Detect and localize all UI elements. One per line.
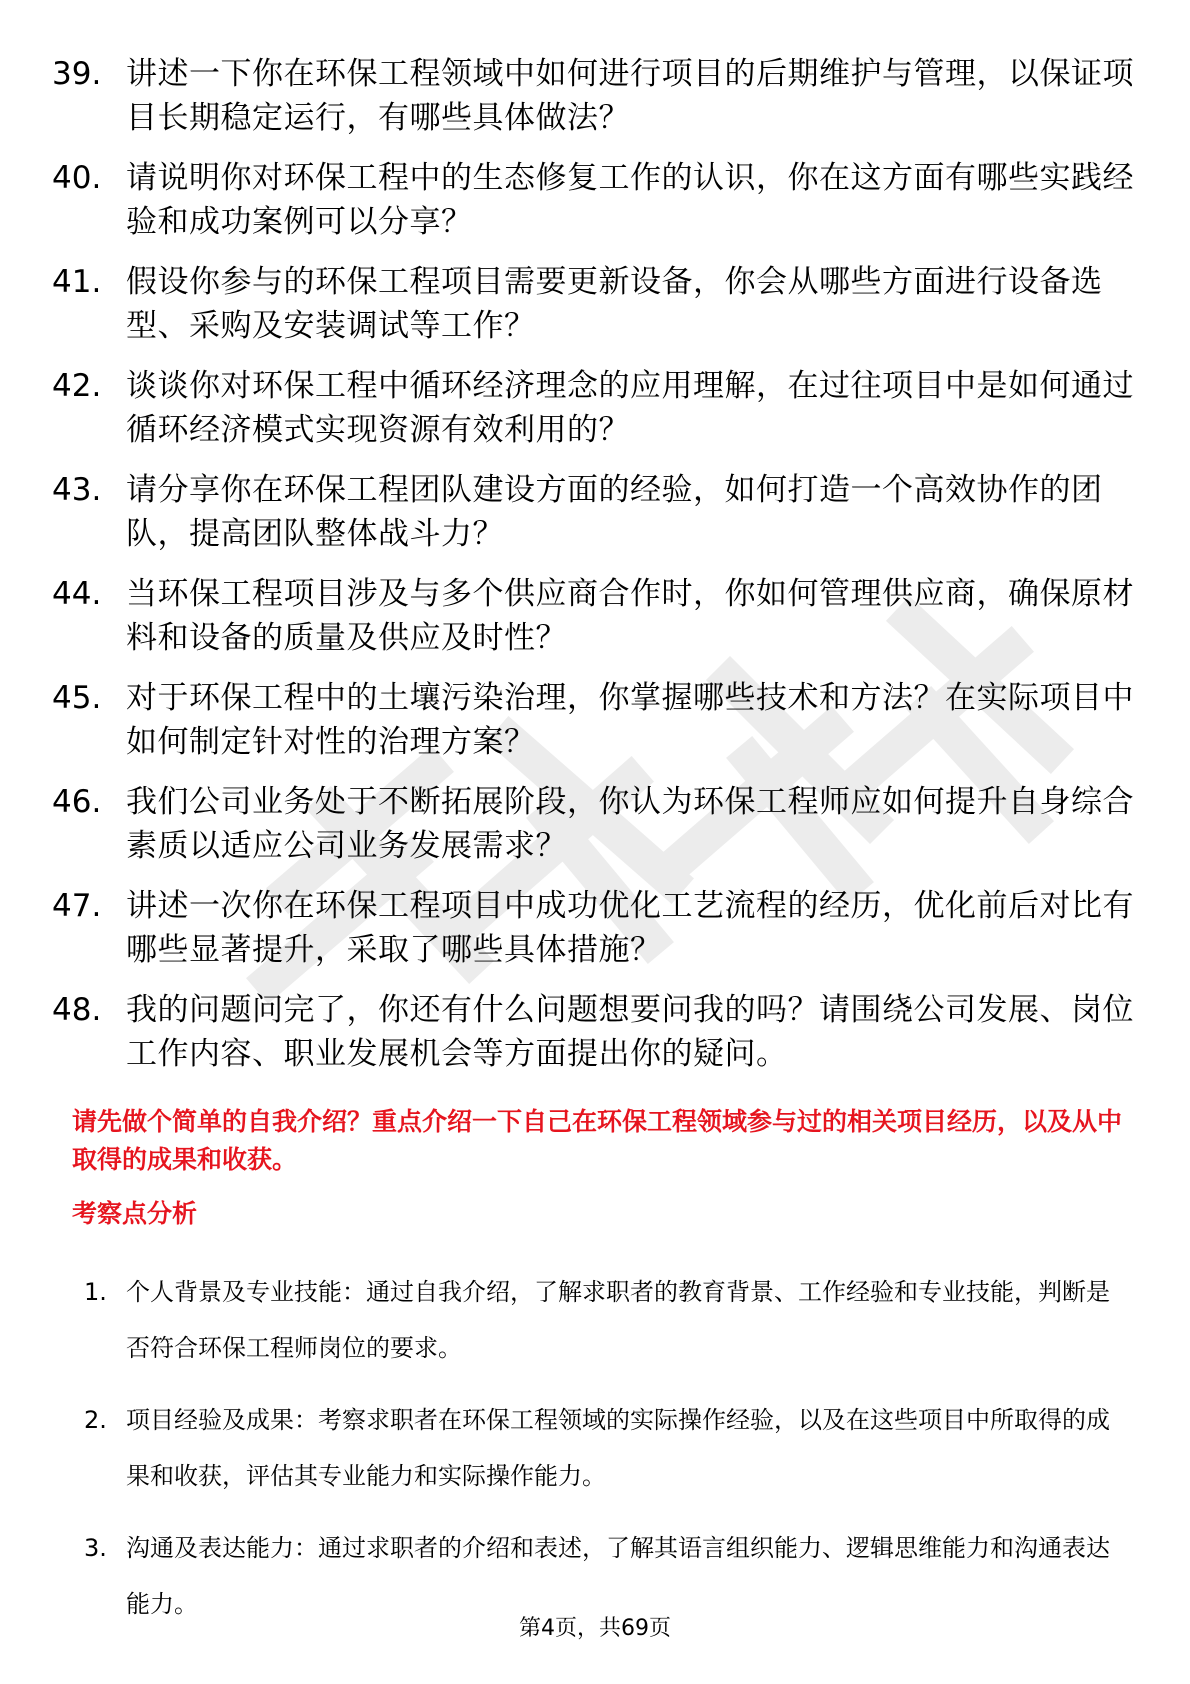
question-item xyxy=(52,156,1142,260)
question-text: 当环保工程项目涉及与多个供应商合作时，你如何管理供应商，确保原材料和设备的质量及供应及时性？ xyxy=(126,576,1134,656)
analysis-title: 考察点分析 xyxy=(72,1199,198,1228)
question-item xyxy=(52,780,1142,884)
question-number: 42. xyxy=(52,368,102,404)
question-text: 讲述一次你在环保工程项目中成功优化工艺流程的经历，优化前后对比有哪些显著提升，采取了哪些具体措施？ xyxy=(126,888,1134,968)
question-number: 47. xyxy=(52,888,102,924)
question-text: 假设你参与的环保工程项目需要更新设备，你会从哪些方面进行设备选型、采购及安装调试等工作？ xyxy=(126,264,1103,344)
question-number: 43. xyxy=(52,472,102,508)
question-item xyxy=(52,468,1142,572)
question-text: 我的问题问完了，你还有什么问题想要问我的吗？请围绕公司发展、岗位工作内容、职业发展机会等方面提出你的疑问。 xyxy=(126,992,1134,1072)
analysis-point-list xyxy=(84,1264,1124,1648)
question-item xyxy=(52,52,1142,156)
question-item xyxy=(52,884,1142,988)
question-number: 41. xyxy=(52,264,102,300)
highlight-question: 请先做个简单的自我介绍？重点介绍一下自己在环保工程领域参与过的相关项目经历，以及从中取得的成果和收获。 xyxy=(72,1107,1123,1174)
question-number: 40. xyxy=(52,160,102,196)
question-text: 我们公司业务处于不断拓展阶段，你认为环保工程师应如何提升自身综合素质以适应公司业务发展需求？ xyxy=(126,784,1134,864)
analysis-point-text: 项目经验及成果：考察求职者在环保工程领域的实际操作经验，以及在这些项目中所取得的成果和收获，评估其专业能力和实际操作能力。 xyxy=(126,1406,1110,1490)
analysis-point-text: 个人背景及专业技能：通过自我介绍，了解求职者的教育背景、工作经验和专业技能，判断是否符合环保工程师岗位的要求。 xyxy=(126,1278,1110,1362)
question-item xyxy=(52,260,1142,364)
question-item xyxy=(52,988,1142,1092)
question-item xyxy=(52,364,1142,468)
analysis-point xyxy=(84,1264,1124,1392)
question-text: 请说明你对环保工程中的生态修复工作的认识，你在这方面有哪些实践经验和成功案例可以分享？ xyxy=(126,160,1134,240)
question-item xyxy=(52,676,1142,780)
analysis-point-number: 2. xyxy=(84,1406,107,1434)
analysis-point-number: 3. xyxy=(84,1534,107,1562)
question-text: 请分享你在环保工程团队建设方面的经验，如何打造一个高效协作的团队，提高团队整体战斗力？ xyxy=(126,472,1103,552)
question-text: 对于环保工程中的土壤污染治理，你掌握哪些技术和方法？在实际项目中如何制定针对性的治理方案？ xyxy=(126,680,1134,760)
question-text: 讲述一下你在环保工程领域中如何进行项目的后期维护与管理，以保证项目长期稳定运行，有哪些具体做法？ xyxy=(126,56,1134,136)
analysis-point-text: 沟通及表达能力：通过求职者的介绍和表述，了解其语言组织能力、逻辑思维能力和沟通表达能力。 xyxy=(126,1534,1110,1618)
analysis-point xyxy=(84,1392,1124,1520)
question-number: 48. xyxy=(52,992,102,1028)
question-number: 45. xyxy=(52,680,102,716)
question-number: 46. xyxy=(52,784,102,820)
question-text: 谈谈你对环保工程中循环经济理念的应用理解，在过往项目中是如何通过循环经济模式实现资源有效利用的？ xyxy=(126,368,1134,448)
page-footer: 第4页，共69页 xyxy=(519,1616,671,1641)
question-number: 39. xyxy=(52,56,102,92)
question-number: 44. xyxy=(52,576,102,612)
question-item xyxy=(52,572,1142,676)
analysis-point-number: 1. xyxy=(84,1278,107,1306)
question-list xyxy=(52,52,1142,1092)
